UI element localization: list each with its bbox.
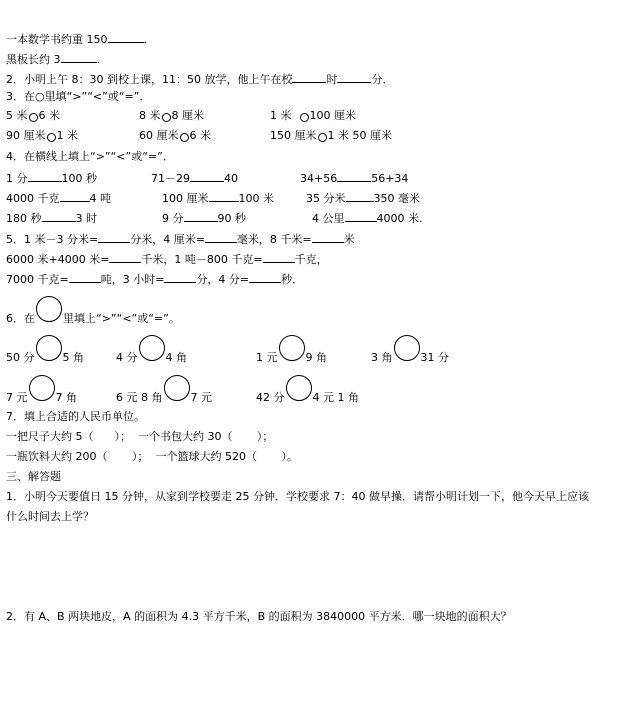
compare-left: 3 角 (371, 351, 393, 364)
problem-1-line-1: 1．小明今天要值日 15 分钟，从家到学校要走 25 分钟．学校要求 7：40 做早操．请帮小明计划一下，他今天早上应该 (6, 490, 589, 503)
answer-blank[interactable] (292, 71, 326, 83)
compare-item (6, 109, 60, 123)
compare-item (151, 170, 238, 186)
answer-blank[interactable] (337, 170, 371, 182)
answer-blank[interactable] (69, 271, 101, 283)
small-circle-answer[interactable] (300, 113, 309, 122)
question-text: 分米，4 厘米= (130, 233, 205, 246)
compare-item (6, 170, 97, 186)
answer-blank[interactable] (109, 251, 141, 263)
compare-right: 56+34 (371, 172, 409, 185)
large-circle-answer[interactable] (139, 335, 165, 361)
compare-left: 7 元 (6, 391, 28, 404)
question-5-line-2 (6, 251, 328, 267)
question-text: 米 (343, 233, 355, 246)
answer-blank[interactable] (263, 251, 295, 263)
intro-text: 一本数学书约重 150 (6, 33, 108, 46)
compare-left: 5 米 (6, 109, 28, 122)
small-circle-answer[interactable] (162, 113, 171, 122)
answer-blank[interactable] (190, 170, 224, 182)
answer-blank[interactable] (184, 210, 218, 222)
question-7-line-2: 一瓶饮料大约 200（ ）； 一个篮球大约 520（ ）。 (6, 450, 298, 463)
compare-item (6, 335, 84, 371)
compare-right: 8 厘米 (171, 109, 204, 122)
large-circle-answer[interactable] (394, 335, 420, 361)
compare-item (270, 109, 356, 123)
answer-blank[interactable] (345, 210, 377, 222)
large-circle-answer[interactable] (164, 375, 190, 401)
compare-right: 4 元 1 角 (312, 391, 359, 404)
answer-blank[interactable] (108, 31, 144, 43)
compare-item (270, 129, 392, 143)
answer-blank[interactable] (346, 190, 374, 202)
compare-right: 5 角 (62, 351, 84, 364)
compare-left: 71－29 (151, 172, 190, 185)
compare-item (116, 375, 212, 411)
question-text: 里填上“>”“<”或“=”。 (63, 312, 180, 325)
compare-item (6, 375, 77, 411)
answer-blank[interactable] (312, 231, 344, 243)
question-text: 5．1 米－3 分米= (6, 233, 99, 246)
compare-right: 100 厘米 (309, 109, 356, 122)
compare-item (6, 129, 78, 143)
intro-text: . (143, 33, 147, 46)
compare-left: 34+56 (300, 172, 338, 185)
question-text: 时 (326, 73, 338, 86)
question-4-title: 4．在横线上填上“>”“<”或“=”． (6, 150, 174, 163)
compare-item (162, 210, 246, 226)
question-text: 毫米，8 千米= (236, 233, 312, 246)
compare-right: 7 元 (190, 391, 212, 404)
question-text: 6000 米+4000 米= (6, 253, 110, 266)
compare-left: 150 厘米 (270, 129, 317, 142)
intro-line-2 (6, 51, 100, 67)
compare-left: 4 分 (116, 351, 138, 364)
large-circle-answer[interactable] (29, 375, 55, 401)
question-text: 分，4 分= (196, 273, 250, 286)
compare-item (6, 190, 111, 206)
compare-item (162, 190, 274, 206)
small-circle-answer[interactable] (180, 133, 189, 142)
intro-line-1 (6, 31, 147, 47)
compare-right: 100 秒 (61, 172, 97, 185)
compare-right: 3 时 (75, 212, 97, 225)
compare-left: 8 米 (139, 109, 161, 122)
compare-item (139, 129, 211, 143)
answer-blank[interactable] (209, 190, 239, 202)
compare-right: 90 秒 (217, 212, 246, 225)
answer-blank[interactable] (42, 210, 76, 222)
compare-item (306, 190, 420, 206)
answer-blank[interactable] (249, 271, 281, 283)
compare-right: 6 米 (189, 129, 211, 142)
compare-left: 42 分 (256, 391, 285, 404)
compare-right: 7 角 (55, 391, 77, 404)
intro-text: 黑板长约 3 (6, 53, 61, 66)
compare-left: 60 厘米 (139, 129, 179, 142)
question-text: 千米，1 吨－800 千克= (141, 253, 263, 266)
compare-item (312, 210, 423, 226)
compare-right: 1 米 (56, 129, 78, 142)
question-text: 秒． (281, 273, 304, 286)
compare-right: 9 角 (305, 351, 327, 364)
question-text: 分． (371, 73, 394, 86)
compare-left: 100 厘米 (162, 192, 209, 205)
intro-text: . (96, 53, 100, 66)
compare-right: 6 米 (38, 109, 60, 122)
compare-item (139, 109, 204, 123)
compare-left: 1 元 (256, 351, 278, 364)
compare-right: 4 角 (165, 351, 187, 364)
large-circle-answer[interactable] (286, 375, 312, 401)
question-2 (6, 71, 393, 87)
answer-blank[interactable] (28, 170, 62, 182)
compare-item (6, 210, 97, 226)
answer-blank[interactable] (60, 190, 90, 202)
large-circle-answer[interactable] (279, 335, 305, 361)
large-circle-icon (36, 296, 62, 322)
compare-right: 4000 米. (376, 212, 423, 225)
answer-blank[interactable] (98, 231, 130, 243)
question-text: 6．在 (6, 312, 35, 325)
question-text: 7000 千克= (6, 273, 69, 286)
compare-left: 4000 千克 (6, 192, 60, 205)
compare-left: 1 分 (6, 172, 28, 185)
answer-blank[interactable] (61, 51, 97, 63)
question-3-title: 3．在○里填“>”“<”或“=”． (6, 90, 151, 103)
question-7-line-1: 一把尺子大约 5（ ）； 一个书包大约 30（ ）； (6, 430, 274, 443)
answer-blank[interactable] (164, 271, 196, 283)
compare-left: 4 公里 (312, 212, 345, 225)
compare-item (116, 335, 187, 371)
question-5-line-3 (6, 271, 303, 287)
answer-blank[interactable] (337, 71, 371, 83)
question-text: 千克， (294, 253, 328, 266)
section-heading: 三、解答题 (6, 470, 61, 483)
question-text: 吨，3 小时= (100, 273, 165, 286)
small-circle-answer[interactable] (47, 133, 56, 142)
question-5-line-1 (6, 231, 355, 247)
large-circle-answer[interactable] (36, 335, 62, 361)
question-text: 2．小明上午 8：30 到校上课，11：50 放学，他上午在校 (6, 73, 293, 86)
compare-left: 1 米 (270, 109, 292, 122)
compare-right: 1 米 50 厘米 (327, 129, 392, 142)
problem-1-line-2: 什么时间去上学？ (6, 510, 94, 523)
compare-item (371, 335, 449, 371)
question-6-title (6, 296, 180, 332)
compare-right: 31 分 (420, 351, 449, 364)
compare-item (256, 375, 359, 411)
problem-2: 2．有 A、B 两块地皮，A 的面积为 4.3 平方千米，B 的面积为 3840000 平方米．哪一块地的面积大？ (6, 610, 512, 623)
compare-left: 6 元 8 角 (116, 391, 163, 404)
compare-item (300, 170, 408, 186)
answer-blank[interactable] (205, 231, 237, 243)
question-7-title: 7．填上合适的人民币单位。 (6, 410, 145, 423)
small-circle-answer[interactable] (29, 113, 38, 122)
compare-left: 50 分 (6, 351, 35, 364)
small-circle-answer[interactable] (318, 133, 327, 142)
compare-left: 35 分米 (306, 192, 346, 205)
compare-right: 350 毫米 (373, 192, 420, 205)
compare-item (256, 335, 327, 371)
compare-left: 90 厘米 (6, 129, 46, 142)
compare-right: 100 米 (238, 192, 274, 205)
compare-left: 180 秒 (6, 212, 42, 225)
compare-right: 4 吨 (89, 192, 111, 205)
compare-right: 40 (224, 172, 238, 185)
compare-left: 9 分 (162, 212, 184, 225)
